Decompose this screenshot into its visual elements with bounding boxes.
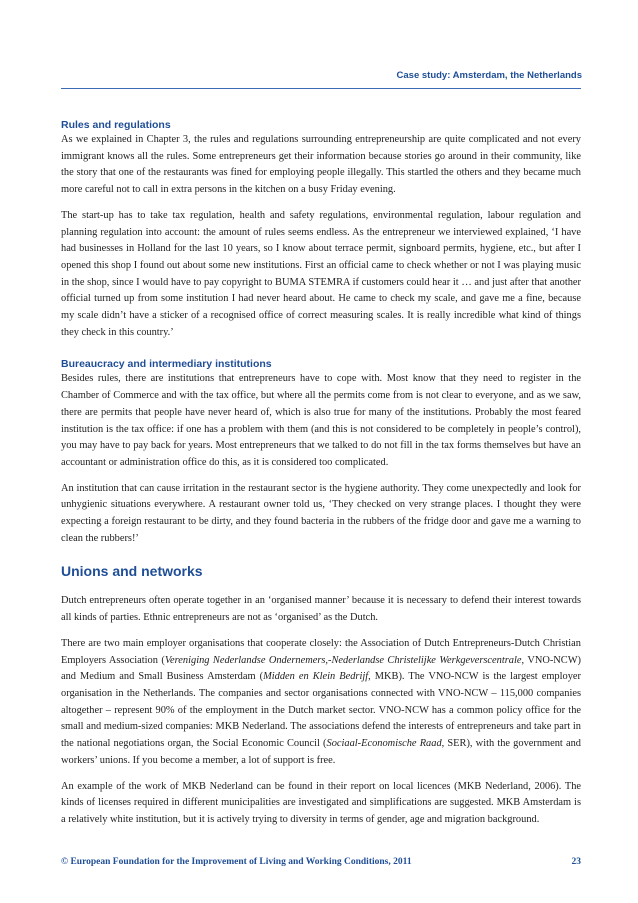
paragraph: An example of the work of MKB Nederland can be found in their report on local licences (MKB Nederland, 2006). The kinds of licenses required in different municipalities are investigated and simplifications are suggested. MKB Amsterdam is a relatively white institution, but it is actively trying to diversity in terms of gender, age and migration background. <box>61 780 581 825</box>
text-run: , MKB). The VNO-NCW is the largest employer organisation in the Netherlands. The companies and sector organisations connected with VNO-NCW – 115,000 companies altogether – represent 90% of the employment in the Dutch market sector. VNO-NCW has a common policy office for the small and medium-sized companies: MKB Nederland. The associations defend the interests of entrepreneurs and take part in the national negotiations organ, the Social Economic Council ( <box>61 671 581 750</box>
text-run: There are two main employer organisations that cooperate closely: the Association of Dutch Entrepreneurs-Dutch Christian Employers Association ( <box>61 637 581 666</box>
page-footer <box>61 857 581 867</box>
page-number: 23 <box>571 857 581 867</box>
footer-copyright: © European Foundation for the Improvement of Living and Working Conditions, 2011 <box>61 857 412 867</box>
paragraph: As we explained in Chapter 3, the rules and regulations surrounding entrepreneurship are quite complicated and not every immigrant knows all the rules. Some entrepreneurs get their information because stories go around in their community, like the story that one of the restaurants was fined for employing people illegally. This startled the others and they became much more careful not to call in extra persons in the kitchen on a busy Friday evening. <box>61 134 581 196</box>
paragraph: The start-up has to take tax regulation, health and safety regulations, environmental regulation, labour regulation and planning regulation into account: the amount of rules seems endless. As the entrepreneur we interviewed explained, ‘I have had businesses in Holland for the last 10 years, so I know about terrace permit, signboard permits, hygiene, etc., but after I opened this shop I found out about some new institutions. First an official came to check whether or not I was playing music in the shop, since I would have to pay copyright to BUMA STEMRA if customers could hear it … and just after that another official turned up from some institution I had never heard about. He came to check my scale, and gave me a fine, because my scale didn’t have a sticker of a recognised office of correct measuring scales. It is really incredible what kind of things they check in this country.’ <box>61 209 581 338</box>
text-run: , VNO-NCW) and Medium and Small Business Amsterdam ( <box>61 654 581 683</box>
paragraph <box>61 636 581 770</box>
italic-term: Sociaal-Economische Raad <box>326 738 442 750</box>
section-heading-rules: Rules and regulations <box>61 119 171 131</box>
text-run: , SER), with the government and workers’ unions. If you become a member, a lot of support is free. <box>61 738 581 766</box>
paragraph: An institution that can cause irritation in the restaurant sector is the hygiene authority. They come unexpectedly and look for unhygienic situations everywhere. A restaurant owner told us, ‘They checked on very strange places. I thought they were expecting a foreign restaurant to be dirty, and they found bacteria in the rubbers of the fridge door and gave me a warning to clean the rubbers!’ <box>61 482 581 544</box>
paragraph: Dutch entrepreneurs often operate together in an ‘organised manner’ because it is necessary to defend their interest towards all kinds of parties. Ethnic entrepreneurs are not as ‘organised’ as the Dutch. <box>61 595 581 624</box>
section-heading-unions: Unions and networks <box>61 563 203 580</box>
italic-term: Midden en Klein Bedrijf <box>263 671 369 683</box>
running-header: Case study: Amsterdam, the Netherlands <box>396 70 582 81</box>
header-rule <box>61 88 581 89</box>
paragraph: Besides rules, there are institutions that entrepreneurs have to cope with. Most know that they need to register in the Chamber of Commerce and with the tax office, but where all the permits come from is not clear to everyone, and as we saw, there are permits that people have never heard of, which is also true for many of the institutions. Probably the most feared institution is the tax office: if one has a problem with them (and this is not considered to be completely in people’s control), you may have to pay back for years. Most entrepreneurs that we talked to do not fill in the tax forms themselves but have an accountant or administration office do this, as it is considered too complicated. <box>61 373 581 468</box>
page-body <box>61 118 581 829</box>
italic-term: Vereniging Nederlandse Ondernemers,-Nederlandse Christelijke Werkgeverscentrale <box>164 654 522 666</box>
section-heading-bureaucracy: Bureaucracy and intermediary institutions <box>61 358 272 371</box>
